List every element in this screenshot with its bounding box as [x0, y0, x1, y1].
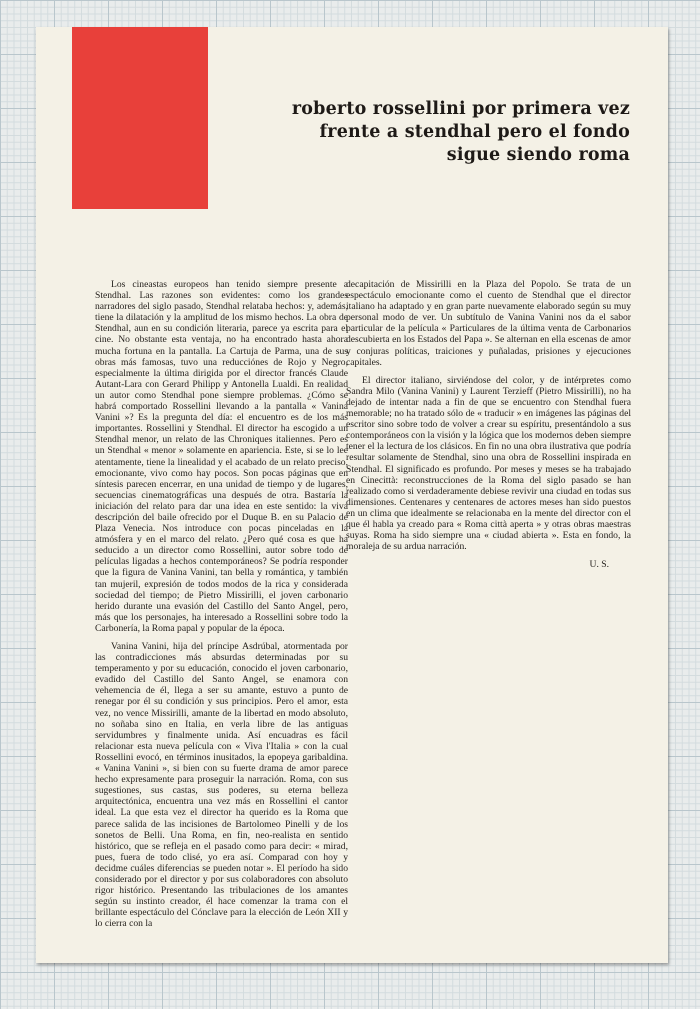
- article-paragraph: El director italiano, sirviéndose del color, y de intérpretes como Sandra Milo (Vanina Vanini) y Laurent Terzieff (Pietro Missirilli), no ha dejado de intentar nada a fin de que se encuentro con Stendhal fuera memorable; no ha tratado sólo de « traducir » en imágenes las páginas del escritor sino sobre todo de volver a crear su espíritu, presentándolo a sus contemporáneos con la visión y la lógica que los modernos deben siempre tener el la lectura de los clásicos. En fin no una obra ilustrativa que podría resultar solamente de Stendhal, sino una obra de Rossellini inspirada en Stendhal. El significado es profundo. Por meses y meses se ha trabajado en Cinecittà: reconstrucciones de la Roma del siglo pasado se han realizado como si verdaderamente debiese revivir una ciudad en todas sus dimensiones. Centenares y centenares de actores meses han sido puestos en un clima que idealmente se relacionaba en la mente del director con el que él habla ya creado para « Roma città aperta » y otras obras maestras suyas. Roma ha sido siempre una « ciudad abierta ». Esta en fondo, la moraleja de su ardua narración.: [346, 374, 631, 553]
- article-right-column: [346, 279, 631, 570]
- headline-line-1: roberto rossellini por primera vez: [291, 99, 630, 119]
- document-page: [36, 27, 668, 963]
- article-left-column: [95, 279, 348, 936]
- article-paragraph: Los cineastas europeos han tenido siempre presente a Stendhal. Las razones son evidentes: como los grandes narradores del siglo pasado, Stendhal relataba hechos: y, además, tiene la dilatación y la amplitud de los mismo hechos. La obra de Stendhal, aun en su condición literaria, parece ya escrita para el cine. No obstante esta ventaja, no ha encontrado hasta ahora mucha fortuna en la pantalla. La Cartuja de Parma, una de sus obras más famosas, tuvo una reducciónes de Rojo y Negro, especialmente la última dirigida por el director francés Claude Autant-Lara con Gerard Philipp y Antonella Lualdi. En realidad un autor como Stendhal pone siempre problemas. ¿Cómo se habrá comportado Rossellini llevando a la pantalla « Vanina Vanini »? Es la pregunta del día: el encuentro es de los más importantes. Rossellini y Stendhal. El director ha escogido a un Stendhal menor, un relato de las Chroniques italiennes. Pero es un Stendhal « menor » solamente en apariencia. Este, si se lo lee atentamente, tiene la linealidad y el acabado de un relato preciso, emocionante, vivo como hay pocos. Son pocas páginas que en síntesis parecen encerrar, en una unidad de tiempo y de lugares, secuencias cinematográficas una después de otra. Bastaría la iniciación del relato para dar una idea en este sentido: la viva descripción del baile ofrecido por el Duque B. en su Palacio de Plaza Venecia. Nos introduce con pocas pinceladas en la atmósfera y en el marco del relato. ¿Pero qué cosa es que ha seducido a un director como Rossellini, autor sobre todo de películas ligadas a hechos contemporáneos? Se podría responder que la figura de Vanina Vanini, tan bella y romántica, y también tan mujeril, expresión de todos modos de la rica y considerada sociedad del tiempo; de Pietro Missirilli, el joven carbonario herido durante una evasión del Castillo del Santo Angel, pero, más que los personajes, ha interesado a Rossellini sobre todo la Carbonería, la Roma papal y popular de la época.: [95, 279, 348, 634]
- article-paragraph: decapitación de Missirilli en la Plaza del Popolo. Se trata de un espectáculo emocionante como el cuento de Stendhal que el director italiano ha adaptado y en gran parte nuevamente elaborado según su muy personal modo de ver. Un subtítulo de Vanina Vanini nos da el sabor particular de la película « Particulares de la última venta de Carbonarios descubierta en los Estados del Papa ». Se alternan en ella escenas de amor y conjuras políticas, traiciones y puñaladas, prisiones y ejecuciones capitales.: [346, 279, 631, 368]
- headline: [190, 98, 630, 167]
- author-signature: U. S.: [589, 559, 609, 571]
- red-color-block: [72, 27, 208, 209]
- article-paragraph: Vanina Vanini, hija del príncipe Asdrúbal, atormentada por las contradicciones más absurdas determinadas por su temperamento y por su educación, conocido el joven carbonario, evadido del Castillo del Santo Angel, se enamora con vehemencia de él, llega a ser su amante, estuvo a punto de renegar por él su condición y sus principios. Pero el amor, esta vez, no vence Missirilli, amante de la libertad en modo absoluto, no soñaba sino en Italia, en verla libre de las antiguas servidumbres y finalmente unida. Así encuadras es fácil relacionar esta nueva película con « Viva l'Italia » con la cual Rossellini evocó, en términos inusitados, la epopeya garibaldina. « Vanina Vanini », si bien con su fuerte drama de amor parece hecho expresamente para proseguir la narración. Roma, con sus sugestiones, sus castas, sus poderes, su eterna belleza arquitectónica, encuentra una vez más en Rossellini el cantor ideal. La que esta vez el director ha querido es la Roma que parece salida de las incisiones de Bartolomeo Pinelli y de los sonetos de Belli. Una Roma, en fin, neo-realista en sentido histórico, que se refleja en el pasado como para decir: « mirad, pues, fuera de todo clisé, yo era así. Comparad con hoy y decidme cuáles diferencias se pueden notar ». El período ha sido considerado por el director y por sus colaboradores con absoluto rigor histórico. Presentando las tribulaciones de los amantes según su instinto creador, él hace comenzar la trama con el brillante espectáculo del Cónclave para la elección de León XII y lo cierra con la: [95, 641, 348, 930]
- headline-line-2: frente a stendhal pero el fondo: [319, 122, 630, 142]
- headline-line-3: sigue siendo roma: [446, 145, 630, 165]
